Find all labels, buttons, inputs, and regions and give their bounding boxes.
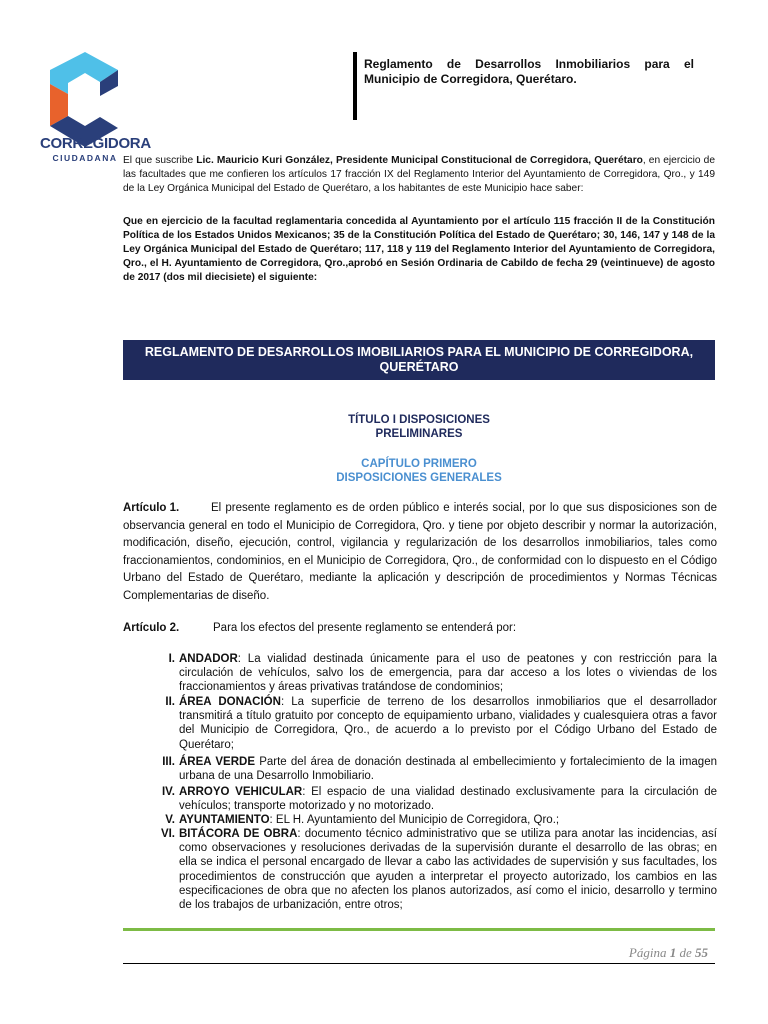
article-label: Artículo 2. <box>123 622 180 634</box>
header-accent-bar <box>353 52 357 120</box>
footer-rule <box>123 963 715 964</box>
logo-subtitle: CIUDADANA <box>52 153 118 163</box>
corregidora-logo <box>40 50 151 170</box>
definition-item: III. ÁREA VERDE Parte del área de donación destinada al embellecimiento y fortalecimiento de la imagen urbana de una Desarrollo Inmobiliario. <box>162 756 717 783</box>
regulation-title-banner: REGLAMENTO DE DESARROLLOS IMOBILIARIOS PARA EL MUNICIPIO DE CORREGIDORA, QUERÉTARO <box>123 340 715 380</box>
title-heading: TÍTULO I DISPOSICIONES PRELIMINARES <box>348 414 490 440</box>
article-1: Artículo 1. El presente reglamento es de orden público e interés social, por lo que sus disposiciones son de observancia general en todo el Municipio de Corregidora, Qro. y tiene por objeto describir y normar la autorización, modificación, diseño, ejecución, control, vigilancia y regularización de los desarrollos inmobiliarios, tales como fraccionamientos, condominios, en el Municipio de Corregidora, Qro., de conformidad con lo dispuesto en el Código Urbano del Estado de Querétaro, mediante la aplicación y descripción de procedimientos y Normas Técnicas Complementarias de diseño. <box>123 502 717 602</box>
article-label: Artículo 1. <box>123 502 180 514</box>
definition-item: I. ANDADOR: La vialidad destinada únicamente para el uso de peatones y con restricción para la circulación de vehículos, salvo los de emergencia, para dar acceso a los lotes o viviendas de los fraccionamientos y áreas privativas tratándose de condominios; <box>168 653 717 694</box>
footer-accent-line <box>123 928 715 931</box>
logo-wordmark: CORREGIDORA <box>40 135 151 152</box>
definition-item: IV. ARROYO VEHICULAR: El espacio de una vialidad destinado exclusivamente para la circulación de vehículos; transporte motorizado y no motorizado. <box>161 786 717 813</box>
article-2: Artículo 2. Para los efectos del presente reglamento se entenderá por: <box>123 620 717 638</box>
document-header-title: Reglamento de Desarrollos Inmobiliarios para el Municipio de Corregidora, Querétaro. <box>364 57 694 86</box>
definition-item: II. ÁREA DONACIÓN: La superficie de terreno de los desarrollos inmobiliarios que el desarrollador transmitirá a título gratuito por concepto de equipamiento urbano, vialidades y cualesquiera otras a favor del Municipio de Corregidora, Qro., de acuerdo a lo previsto por el Código Urbano del Estado de Querétaro; <box>165 696 717 751</box>
definition-item: VI. BITÁCORA DE OBRA: documento técnico administrativo que se utiliza para anotar las incidencias, así como observaciones y resoluciones derivadas de la supervisión durante el desarrollo de las obras; en ella se indica el personal encargado de llevar a cabo las actividades de supervisión y sus facultades, los procedimientos de construcción que ayuden a interpretar el proyecto autorizado, los cambios en las especificaciones de obra que no afecten los planos autorizados, así como el inicio, desarrollo y termino de los trabajos de urbanización, entre otros; <box>160 828 717 912</box>
signatory-name: Lic. Mauricio Kuri González, Presidente Municipal Constitucional de Corregidora, Querétaro <box>196 155 643 166</box>
definition-item: V. AYUNTAMIENTO: EL H. Ayuntamiento del Municipio de Corregidora, Qro.; <box>165 814 560 826</box>
decree-paragraph: Que en ejercicio de la facultad reglamentaria concedida al Ayuntamiento por el artículo 115 fracción II de la Constitución Política de los Estados Unidos Mexicanos; 35 de la Constitución Política del Estado de Querétaro; 30, 146, 147 y 148 de la Ley Orgánica Municipal del Estado de Querétaro; 117, 118 y 119 del Reglamento Interior del Ayuntamiento de Corregidora, Qro., el H. Ayuntamiento de Corregidora, Qro.,aprobó en Sesión Ordinaria de Cabildo de fecha 29 (veintinueve) de agosto de 2017 (dos mil diecisiete) el siguiente: <box>123 216 715 283</box>
chapter-heading: CAPÍTULO PRIMERO DISPOSICIONES GENERALES <box>336 458 502 484</box>
page-number: Página 1 de 55 <box>628 945 708 960</box>
intro-paragraph: El que suscribe Lic. Mauricio Kuri González, Presidente Municipal Constitucional de Corregidora, Querétaro, en ejercicio de las facultades que me confieren los artículos 17 fracción IX del Reglamento Interior del Ayuntamiento de Corregidora, Qro., y 149 de la Ley Orgánica Municipal del Estado de Querétaro, a los habitantes de este Municipio hace saber: <box>123 155 715 194</box>
